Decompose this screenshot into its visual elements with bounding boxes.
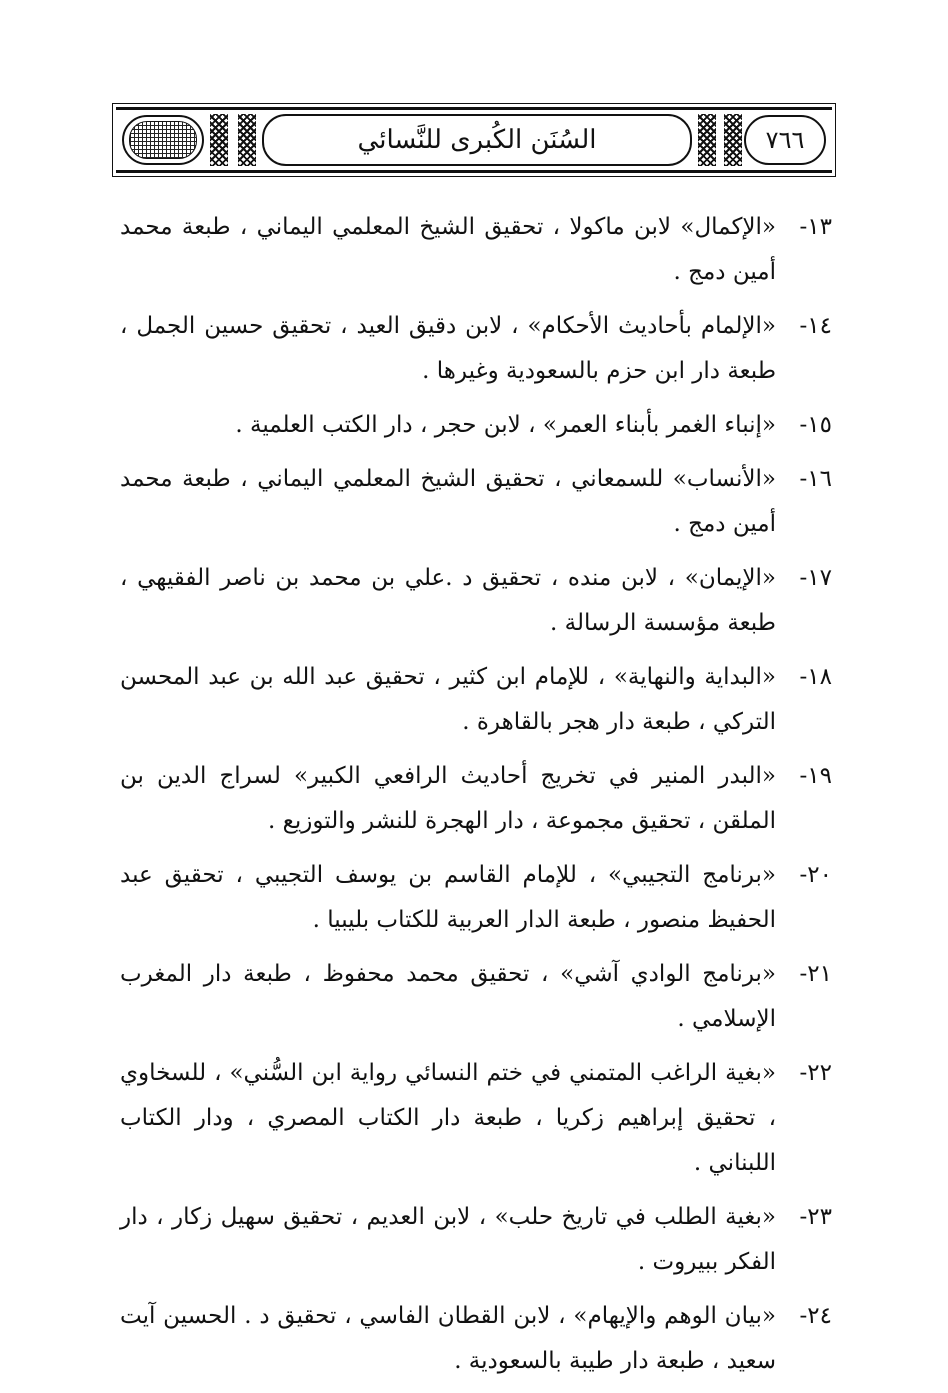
header-ornament (698, 114, 716, 166)
bibliography-entry (120, 1051, 832, 1186)
bibliography-entry (120, 952, 832, 1042)
bibliography-entry (120, 556, 832, 646)
entry-number: ٢٢- (799, 1060, 832, 1086)
entry-number: ١٨- (799, 664, 832, 690)
bibliography-entry (120, 205, 832, 295)
entry-text: «البدر المنير في تخريج أحاديث الرافعي الكبير» لسراج الدين بن الملقن ، تحقيق مجموعة ، دار الهجرة للنشر والتوزيع . (120, 763, 776, 834)
entry-text: «الإكمال» لابن ماكولا ، تحقيق الشيخ المعلمي اليماني ، طبعة محمد أمين دمج . (120, 214, 776, 285)
entry-number: ١٥- (799, 412, 832, 438)
book-emblem-icon (122, 115, 204, 165)
bibliography-entry (120, 853, 832, 943)
entry-number: ١٦- (799, 466, 832, 492)
entry-text: «إنباء الغمر بأبناء العمر» ، لابن حجر ، دار الكتب العلمية . (235, 412, 776, 438)
bibliography-entry (120, 457, 832, 547)
bibliography-entry (120, 754, 832, 844)
entry-text: «الأنساب» للسمعاني ، تحقيق الشيخ المعلمي اليماني ، طبعة محمد أمين دمج . (120, 466, 776, 537)
bibliography-entry (120, 1195, 832, 1285)
entry-number: ١٧- (799, 565, 832, 591)
entry-text: «بيان الوهم والإيهام» ، لابن القطان الفاسي ، تحقيق د . الحسين آيت سعيد ، طبعة دار طيبة بالسعودية . (120, 1303, 776, 1374)
page-header (116, 107, 832, 173)
page-number: ٧٦٦ (744, 115, 826, 165)
bibliography-entry (120, 304, 832, 394)
entry-text: «الإيمان» ، لابن منده ، تحقيق د .علي بن محمد بن ناصر الفقيهي ، طبعة مؤسسة الرسالة . (120, 565, 776, 636)
entry-text: «برنامج التجيبي» ، للإمام القاسم بن يوسف التجيبي ، تحقيق عبد الحفيظ منصور ، طبعة الدار العربية للكتاب بليبيا . (120, 862, 776, 933)
entry-number: ١٣- (799, 214, 832, 240)
bibliography-entry (120, 1294, 832, 1384)
bibliography-entry (120, 655, 832, 745)
header-ornament (238, 114, 256, 166)
entry-number: ٢١- (799, 961, 832, 987)
entry-number: ٢٤- (799, 1303, 832, 1329)
emblem-pattern (129, 121, 197, 159)
entry-number: ١٩- (799, 763, 832, 789)
entry-text: «البداية والنهاية» ، للإمام ابن كثير ، تحقيق عبد الله بن عبد المحسن التركي ، طبعة دار هجر بالقاهرة . (120, 664, 776, 735)
bibliography-entry (120, 403, 832, 448)
entry-text: «برنامج الوادي آشي» ، تحقيق محمد محفوظ ، طبعة دار المغرب الإسلامي . (120, 961, 776, 1032)
entry-number: ١٤- (799, 313, 832, 339)
entry-number: ٢٠- (799, 862, 832, 888)
header-ornament (210, 114, 228, 166)
entry-text: «بغية الراغب المتمني في ختم النسائي رواية ابن السُّني» ، للسخاوي ، تحقيق إبراهيم زكريا ، طبعة دار الكتاب المصري ، ودار الكتاب اللبناني . (120, 1060, 776, 1176)
entry-text: «بغية الطلب في تاريخ حلب» ، لابن العديم ، تحقيق سهيل زكار ، دار الفكر ببيروت . (120, 1204, 776, 1275)
entry-text: «الإلمام بأحاديث الأحكام» ، لابن دقيق العيد ، تحقيق حسين الجمل ، طبعة دار ابن حزم بالسعودية وغيرها . (120, 313, 776, 384)
book-title: السُنَن الكُبرى للنَّسائي (262, 114, 692, 166)
entry-number: ٢٣- (799, 1204, 832, 1230)
header-ornament (724, 114, 742, 166)
bibliography-list (120, 205, 832, 1393)
